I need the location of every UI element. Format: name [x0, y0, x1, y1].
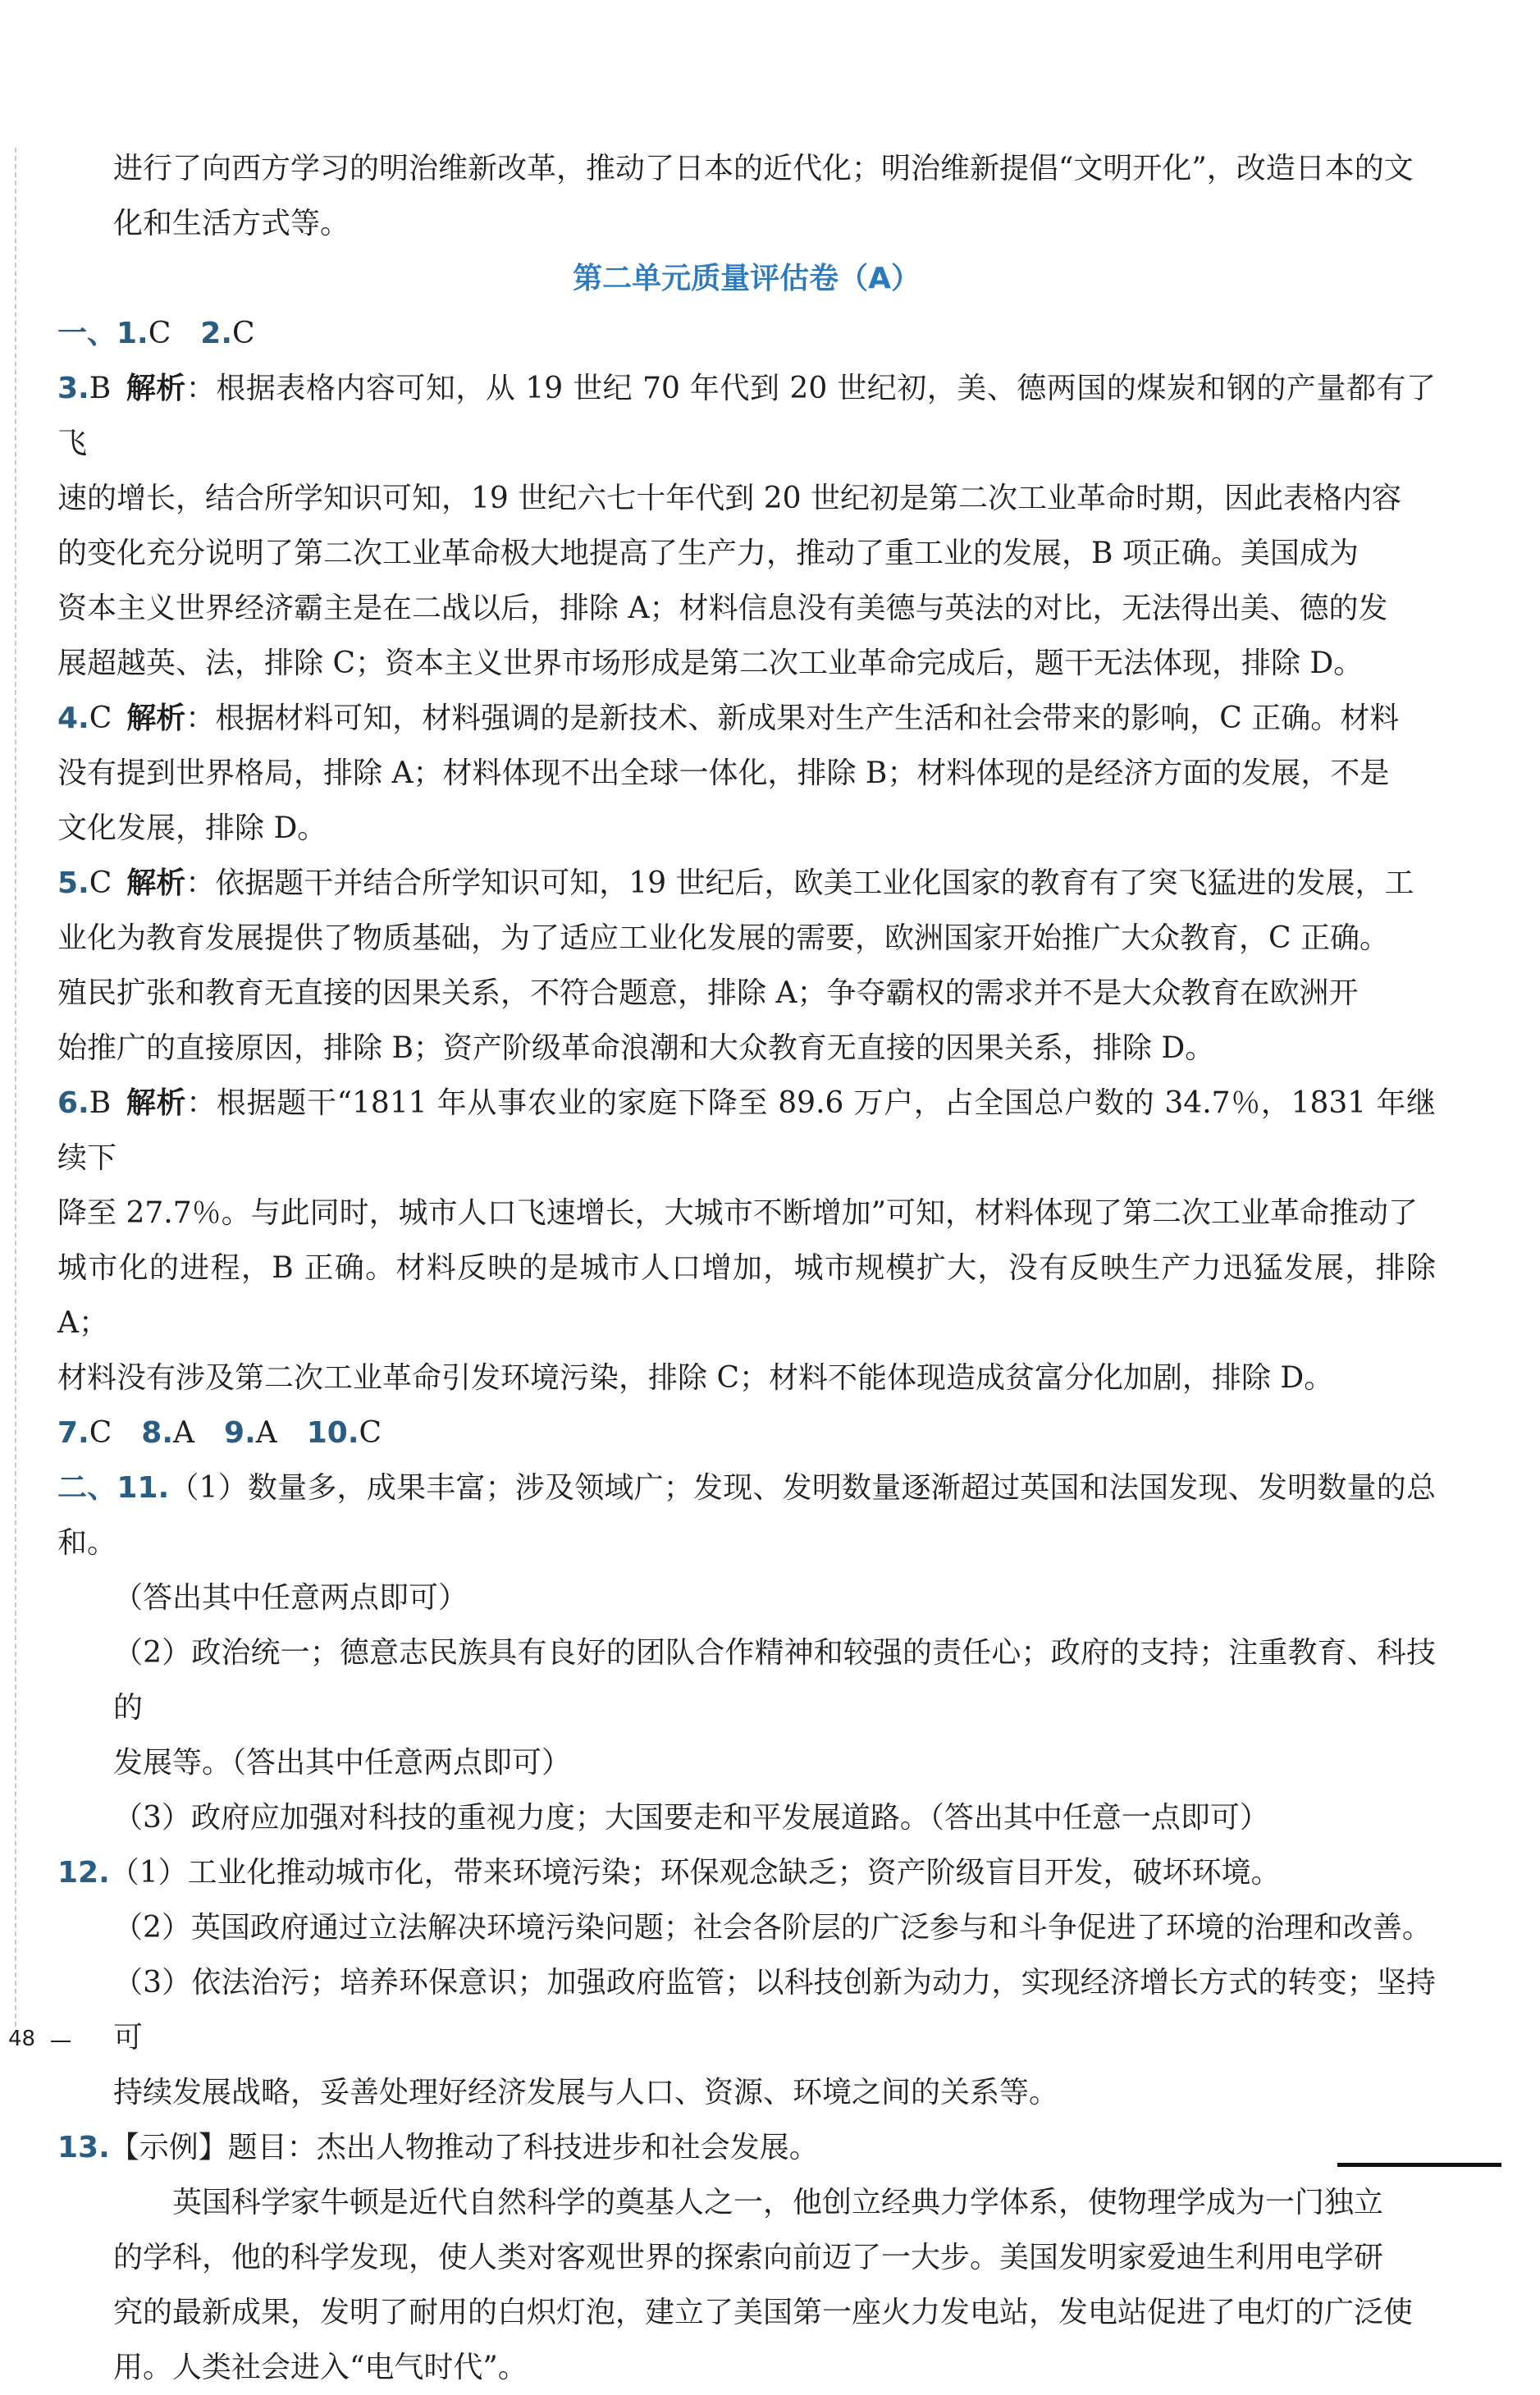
- footer-rule: [1337, 2163, 1501, 2167]
- intro-line-2: 化和生活方式等。: [113, 207, 350, 240]
- q8-number: 8.: [141, 1416, 174, 1450]
- q11-line-4: 发展等。（答出其中任意两点即可）: [113, 1746, 572, 1780]
- answer-q12: [57, 1845, 1436, 2120]
- q6-number: 6.: [57, 1086, 89, 1120]
- q2-answer: C: [232, 317, 255, 350]
- q13-number: 13.: [57, 2131, 110, 2164]
- q6-line-1: ：根据题干“1811 年从事农业的家庭下降至 89.6 万户，占全国总户数的 34.7％，1831 年继续下: [57, 1086, 1436, 1175]
- q12-line-4: 持续发展战略，妥善处理好经济发展与人口、资源、环境之间的关系等。: [113, 2076, 1059, 2109]
- answer-q13: [57, 2120, 1436, 2395]
- q1-number: 一、1.: [57, 317, 149, 350]
- q5-line-1: ：依据题干并结合所学知识可知，19 世纪后，欧美工业化国家的教育有了突飞猛进的发展，工: [185, 866, 1414, 900]
- q13-line-2: 英国科学家牛顿是近代自然科学的奠基人之一，他创立经典力学体系，使物理学成为一门独立: [172, 2186, 1384, 2219]
- q11-number: 二、11.: [57, 1471, 170, 1505]
- q13-line-4: 究的最新成果，发明了耐用的白炽灯泡，建立了美国第一座火力发电站，发电站促进了电灯的广泛使: [113, 2296, 1414, 2329]
- answer-q4: [57, 691, 1436, 856]
- q6-analysis-label: 解析: [126, 1086, 187, 1120]
- answer-q3: [57, 361, 1436, 691]
- q6-answer: B: [89, 1086, 112, 1120]
- q3-line-4: 资本主义世界经济霸主是在二战以后，排除 A；材料信息没有美德与英法的对比，无法得出美、德的发: [57, 592, 1388, 625]
- answer-q1-q2: [57, 306, 1436, 361]
- q3-line-1: ：根据表格内容可知，从 19 世纪 70 年代到 20 世纪初，美、德两国的煤炭和钢的产量都有了飞: [57, 372, 1436, 460]
- q10-answer: C: [359, 1416, 382, 1450]
- q9-number: 9.: [224, 1416, 256, 1450]
- q13-line-1: 【示例】题目：杰出人物推动了科技进步和社会发展。: [109, 2131, 819, 2164]
- q5-line-3: 殖民扩张和教育无直接的因果关系，不符合题意，排除 A；争夺霸权的需求并不是大众教育在欧洲开: [57, 976, 1359, 1010]
- q4-analysis-label: 解析: [126, 701, 186, 735]
- q5-line-4: 始推广的直接原因，排除 B；资产阶级革命浪潮和大众教育无直接的因果关系，排除 D。: [57, 1031, 1215, 1065]
- q11-line-5: （3）政府应加强对科技的重视力度；大国要走和平发展道路。（答出其中任意一点即可）: [113, 1801, 1269, 1835]
- q5-analysis-label: 解析: [126, 866, 186, 900]
- page-number-rule: [51, 2041, 71, 2042]
- q13-line-3: 的学科，他的科学发现，使人类对客观世界的探索向前迈了一大步。美国发明家爱迪生利用电学研: [113, 2241, 1384, 2274]
- q1-answer: C: [148, 317, 201, 350]
- answer-content: [57, 141, 1436, 2395]
- q12-line-3: （3）依法治污；培养环保意识；加强政府监管；以科技创新为动力，实现经济增长方式的转变；坚持可: [113, 1966, 1436, 2054]
- section-title: 第二单元质量评估卷（A）: [573, 262, 921, 295]
- q6-line-3: 城市化的进程，B 正确。材料反映的是城市人口增加，城市规模扩大，没有反映生产力迅猛发展，排除 A；: [57, 1251, 1436, 1340]
- answer-q6: [57, 1076, 1436, 1405]
- q9-answer: A: [255, 1416, 277, 1450]
- q11-line-1: （1）数量多，成果丰富；涉及领域广；发现、发明数量逐渐超过英国和法国发现、发明数量的总和。: [57, 1471, 1436, 1560]
- q12-line-2: （2）英国政府通过立法解决环境污染问题；社会各阶层的广泛参与和斗争促进了环境的治理和改善。: [113, 1911, 1432, 1945]
- q12-number: 12.: [57, 1856, 110, 1890]
- q5-number: 5.: [57, 866, 89, 900]
- q5-answer: C: [89, 866, 112, 900]
- q7-number: 7.: [57, 1416, 89, 1450]
- q3-answer: B: [89, 372, 112, 405]
- q4-number: 4.: [57, 702, 89, 735]
- q3-number: 3.: [57, 372, 89, 405]
- page-number: 48: [8, 2027, 36, 2051]
- q3-analysis-label: 解析: [126, 371, 186, 405]
- q5-line-2: 业化为教育发展提供了物质基础，为了适应工业化发展的需要，欧洲国家开始推广大众教育，C 正确。: [57, 921, 1389, 955]
- q12-line-1: （1）工业化推动城市化，带来环境污染；环保观念缺乏；资产阶级盲目开发，破坏环境。: [109, 1856, 1281, 1890]
- answer-q11: [57, 1460, 1436, 1845]
- q4-answer: C: [89, 702, 112, 735]
- intro-line-1: 进行了向西方学习的明治维新改革，推动了日本的近代化；明治维新提倡“文明开化”，改造日本的文: [113, 152, 1414, 185]
- answer-q5: [57, 856, 1436, 1076]
- q8-answer: A: [173, 1416, 195, 1450]
- answer-q7-q10: [57, 1405, 1436, 1460]
- q11-line-2: （答出其中任意两点即可）: [113, 1581, 468, 1615]
- q2-number: 2.: [200, 317, 233, 350]
- q6-line-4: 材料没有涉及第二次工业革命引发环境污染，排除 C；材料不能体现造成贫富分化加剧，排除 D。: [57, 1361, 1334, 1395]
- q4-line-2: 没有提到世界格局，排除 A；材料体现不出全球一体化，排除 B；材料体现的是经济方面的发展，不是: [57, 756, 1390, 790]
- q4-line-3: 文化发展，排除 D。: [57, 811, 327, 845]
- q7-answer: C: [89, 1416, 112, 1450]
- q3-line-5: 展超越英、法，排除 C；资本主义世界市场形成是第二次工业革命完成后，题干无法体现，排除 D。: [57, 647, 1364, 680]
- q11-line-3: （2）政治统一；德意志民族具有良好的团队合作精神和较强的责任心；政府的支持；注重教育、科技的: [113, 1636, 1436, 1725]
- q6-line-2: 降至 27.7％。与此同时，城市人口飞速增长，大城市不断增加”可知，材料体现了第二次工业革命推动了: [57, 1196, 1419, 1230]
- q3-line-2: 速的增长，结合所学知识可知，19 世纪六七十年代到 20 世纪初是第二次工业革命时期，因此表格内容: [57, 482, 1401, 515]
- q13-line-5: 用。人类社会进入“电气时代”。: [113, 2351, 528, 2384]
- q10-number: 10.: [306, 1416, 359, 1450]
- q4-line-1: ：根据材料可知，材料强调的是新技术、新成果对生产生活和社会带来的影响，C 正确。材料: [185, 702, 1400, 735]
- binding-dashed-line: [15, 148, 16, 2027]
- q3-line-3: 的变化充分说明了第二次工业革命极大地提高了生产力，推动了重工业的发展，B 项正确。美国成为: [57, 537, 1359, 570]
